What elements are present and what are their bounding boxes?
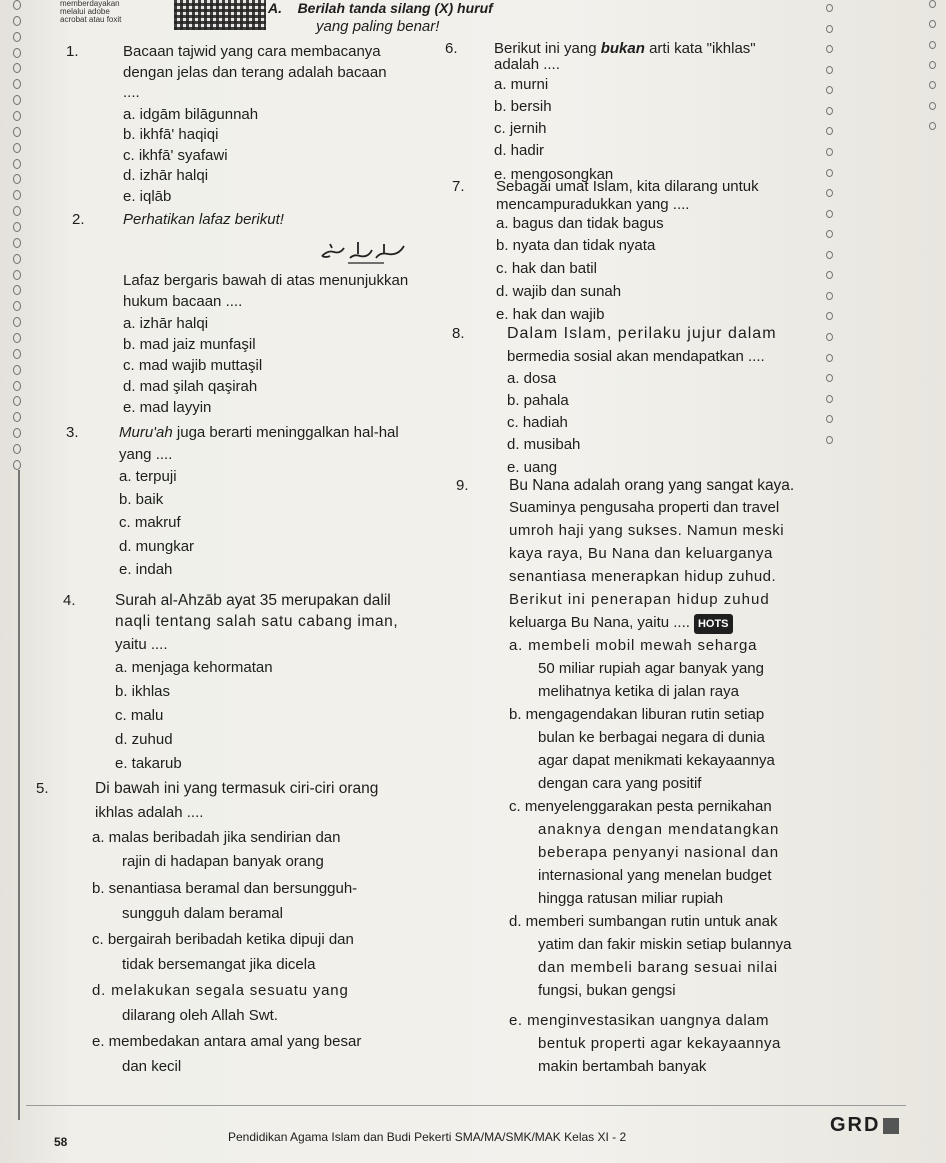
- q1-option-c[interactable]: c. ikhfā' syafawi: [123, 147, 228, 164]
- q6-option-c[interactable]: c. jernih: [494, 120, 547, 137]
- binding-line: [18, 470, 20, 1120]
- q1-option-b[interactable]: b. ikhfā' haqiqi: [123, 126, 219, 143]
- q6-option-a[interactable]: a. murni: [494, 76, 549, 93]
- q6-number: 6.: [445, 40, 458, 57]
- q2-number: 2.: [72, 211, 85, 228]
- q4-text-2: naqli tentang salah satu cabang iman,: [115, 613, 399, 630]
- q5-option-e-cont: dan kecil: [122, 1058, 182, 1075]
- footer-divider: [26, 1105, 906, 1106]
- q3-option-b[interactable]: b. baik: [119, 491, 164, 508]
- q9-option-a-cont-1: 50 miliar rupiah agar banyak yang: [538, 660, 764, 677]
- q9-option-c-cont-2: beberapa penyanyi nasional dan: [538, 844, 779, 861]
- q4-option-e[interactable]: e. takarub: [115, 755, 182, 772]
- q8-text-1: Dalam Islam, perilaku jujur dalam: [507, 325, 777, 342]
- book-title: Pendidikan Agama Islam dan Budi Pekerti SMA/MA/SMK/MAK Kelas XI - 2: [228, 1130, 627, 1144]
- q5-option-b-cont: sungguh dalam beramal: [122, 905, 283, 922]
- spiral-binding-left: [4, 0, 30, 470]
- q9-option-b-cont-3: dengan cara yang positif: [538, 775, 702, 792]
- q6-option-d[interactable]: d. hadir: [494, 142, 545, 159]
- q9-option-d-cont-2: dan membeli barang sesuai nilai: [538, 959, 778, 976]
- publisher-logo: GRD: [830, 1116, 899, 1134]
- q7-option-b[interactable]: b. nyata dan tidak nyata: [496, 237, 656, 254]
- q9-text-7: keluarga Bu Nana, yaitu .... HOTS: [509, 614, 733, 634]
- q9-option-c[interactable]: c. menyelenggarakan pesta pernikahan: [509, 798, 772, 815]
- q4-option-b[interactable]: b. ikhlas: [115, 683, 171, 700]
- arabic-lafaz-image: [314, 238, 410, 266]
- q9-option-a[interactable]: a. membeli mobil mewah seharga: [509, 637, 758, 654]
- q4-text-3: yaitu ....: [115, 636, 168, 653]
- q4-number: 4.: [63, 592, 76, 609]
- q1-option-d[interactable]: d. izhār halqi: [123, 167, 209, 184]
- q2-option-a[interactable]: a. izhār halqi: [123, 315, 209, 332]
- q4-text-1: Surah al-Ahzāb ayat 35 merupakan dalil: [115, 592, 391, 609]
- q6-option-b[interactable]: b. bersih: [494, 98, 552, 115]
- q9-option-d-cont-3: fungsi, bukan gengsi: [538, 982, 676, 999]
- q5-option-c[interactable]: c. bergairah beribadah ketika dipuji dan: [92, 931, 354, 948]
- q5-text-2: ikhlas adalah ....: [95, 804, 204, 821]
- q2-text-1: Perhatikan lafaz berikut!: [123, 211, 284, 228]
- q9-option-c-cont-3: internasional yang menelan budget: [538, 867, 772, 884]
- q5-option-c-cont: tidak bersemangat jika dicela: [122, 956, 316, 973]
- q5-option-d-cont: dilarang oleh Allah Swt.: [122, 1007, 278, 1024]
- q2-option-c[interactable]: c. mad wajib muttaşil: [123, 357, 263, 374]
- q5-option-d[interactable]: d. melakukan segala sesuatu yang: [92, 982, 349, 999]
- q9-option-a-cont-2: melihatnya ketika di jalan raya: [538, 683, 739, 700]
- q2-option-e[interactable]: e. mad layyin: [123, 399, 212, 416]
- q8-number: 8.: [452, 325, 465, 342]
- q6-text-2: adalah ....: [494, 56, 560, 73]
- q7-option-c[interactable]: c. hak dan batil: [496, 260, 597, 277]
- q3-option-c[interactable]: c. makruf: [119, 514, 181, 531]
- q1-number: 1.: [66, 43, 79, 60]
- q5-text-1: Di bawah ini yang termasuk ciri-ciri orang: [95, 780, 379, 797]
- q9-text-2: Suaminya pengusaha properti dan travel: [509, 499, 780, 516]
- q5-number: 5.: [36, 780, 49, 797]
- q1-text-2: dengan jelas dan terang adalah bacaan: [123, 64, 387, 81]
- q7-number: 7.: [452, 178, 465, 195]
- section-subtitle: yang paling benar!: [316, 18, 440, 35]
- q9-option-c-cont-1: anaknya dengan mendatangkan: [538, 821, 780, 838]
- q9-option-b-cont-1: bulan ke berbagai negara di dunia: [538, 729, 765, 746]
- hots-badge: HOTS: [694, 614, 733, 634]
- spiral-binding-edge: [920, 0, 944, 130]
- q9-text-3: umroh haji yang sukses. Namun meski: [509, 522, 785, 539]
- q2-text-2: Lafaz bergaris bawah di atas menunjukkan: [123, 272, 409, 289]
- q9-option-c-cont-4: hingga ratusan miliar rupiah: [538, 890, 724, 907]
- q2-option-b[interactable]: b. mad jaiz munfaşil: [123, 336, 256, 353]
- q3-number: 3.: [66, 424, 79, 441]
- q8-option-c[interactable]: c. hadiah: [507, 414, 568, 431]
- spiral-binding-right: [816, 4, 842, 444]
- q8-text-2: bermedia sosial akan mendapatkan ....: [507, 348, 765, 365]
- q8-option-d[interactable]: d. musibah: [507, 436, 581, 453]
- qr-code: [174, 0, 266, 30]
- q7-text-2: mencampuradukkan yang ....: [496, 196, 690, 213]
- q1-text-3: ....: [123, 84, 140, 101]
- q2-option-d[interactable]: d. mad şilah qaşirah: [123, 378, 258, 395]
- q1-text-1: Bacaan tajwid yang cara membacanya: [123, 43, 381, 60]
- q9-number: 9.: [456, 477, 469, 494]
- q5-option-a[interactable]: a. malas beribadah jika sendirian dan: [92, 829, 341, 846]
- q9-option-d[interactable]: d. memberi sumbangan rutin untuk anak: [509, 913, 778, 930]
- q9-option-e[interactable]: e. menginvestasikan uangnya dalam: [509, 1012, 769, 1029]
- q3-option-d[interactable]: d. mungkar: [119, 538, 195, 555]
- q5-option-e[interactable]: e. membedakan antara amal yang besar: [92, 1033, 362, 1050]
- q4-option-d[interactable]: d. zuhud: [115, 731, 173, 748]
- q4-option-a[interactable]: a. menjaga kehormatan: [115, 659, 273, 676]
- q8-option-b[interactable]: b. pahala: [507, 392, 569, 409]
- q8-option-a[interactable]: a. dosa: [507, 370, 557, 387]
- publisher-logo-icon: [883, 1118, 899, 1134]
- q9-text-5: senantiasa menerapkan hidup zuhud.: [509, 568, 777, 585]
- q7-option-d[interactable]: d. wajib dan sunah: [496, 283, 622, 300]
- q3-option-a[interactable]: a. terpuji: [119, 468, 177, 485]
- q9-option-d-cont-1: yatim dan fakir miskin setiap bulannya: [538, 936, 792, 953]
- q9-option-b[interactable]: b. mengagendakan liburan rutin setiap: [509, 706, 765, 723]
- q9-option-b-cont-2: agar dapat menikmati kekayaannya: [538, 752, 775, 769]
- q6-option-e[interactable]: e. mengosongkan: [494, 166, 614, 183]
- header-note: memberdayakan melalui adobe acrobat atau foxit: [60, 0, 122, 24]
- q4-option-c[interactable]: c. malu: [115, 707, 164, 724]
- q8-option-e[interactable]: e. uang: [507, 459, 558, 476]
- q9-text-4: kaya raya, Bu Nana dan keluarganya: [509, 545, 773, 562]
- q2-text-3: hukum bacaan ....: [123, 293, 243, 310]
- q3-text-1: Muru'ah juga berarti meninggalkan hal-hal: [119, 424, 399, 441]
- page-number: 58: [54, 1135, 68, 1149]
- q5-option-a-cont: rajin di hadapan banyak orang: [122, 853, 324, 870]
- q9-option-e-cont-1: bentuk properti agar kekayaannya: [538, 1035, 781, 1052]
- q7-text-1: Sebagai umat Islam, kita dilarang untuk: [496, 178, 759, 195]
- q6-text-1: Berikut ini yang bukan arti kata "ikhlas": [494, 40, 756, 57]
- q1-option-e[interactable]: e. iqlāb: [123, 188, 172, 205]
- q9-option-e-cont-2: makin bertambah banyak: [538, 1058, 707, 1075]
- q9-text-6: Berikut ini penerapan hidup zuhud: [509, 591, 770, 608]
- q5-option-b[interactable]: b. senantiasa beramal dan bersungguh-: [92, 880, 358, 897]
- q7-option-a[interactable]: a. bagus dan tidak bagus: [496, 215, 664, 232]
- q1-option-a[interactable]: a. idgām bilāgunnah: [123, 106, 259, 123]
- section-title: A. Berilah tanda silang (X) huruf: [268, 0, 493, 16]
- q3-text-2: yang ....: [119, 446, 173, 463]
- q3-option-e[interactable]: e. indah: [119, 561, 173, 578]
- q7-option-e[interactable]: e. hak dan wajib: [496, 306, 605, 323]
- q9-text-1: Bu Nana adalah orang yang sangat kaya.: [509, 477, 795, 494]
